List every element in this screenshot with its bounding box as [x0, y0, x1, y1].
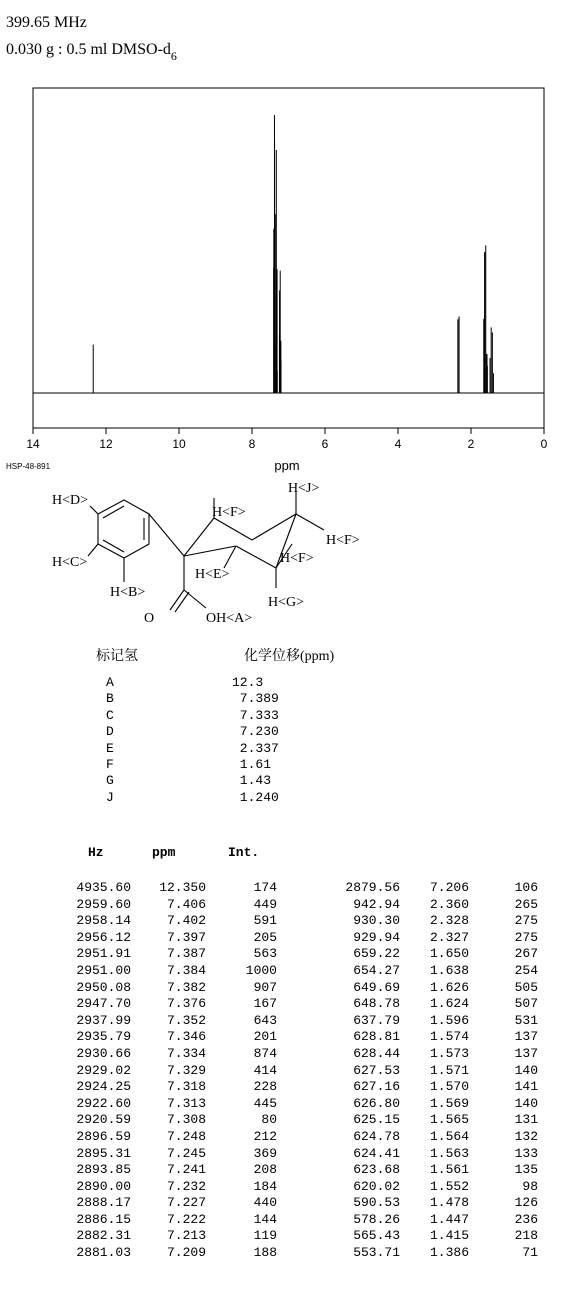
int-value: 80: [261, 1112, 277, 1128]
svg-text:OH<A>: [206, 611, 252, 626]
assignment-shift: 2.337: [232, 740, 279, 756]
int-value: 119: [253, 1228, 277, 1244]
peak-table-row: [0, 1195, 570, 1212]
int-value: 369: [253, 1145, 277, 1161]
ppm-value: 1.571: [429, 1062, 469, 1078]
int-value: 236: [514, 1211, 538, 1227]
ppm-value: 12.350: [159, 880, 206, 895]
int-value: 135: [514, 1162, 538, 1178]
int-value: 188: [253, 1245, 277, 1261]
ppm-value: 2.327: [429, 929, 469, 945]
peak-table-row: [0, 897, 570, 914]
header-hz: Hz: [88, 845, 104, 860]
hz-value: 649.69: [353, 979, 400, 995]
hz-value: 659.22: [353, 946, 400, 962]
peak-table-row: [0, 1162, 570, 1179]
int-value: 1000: [245, 962, 277, 978]
assignment-label: C: [106, 707, 114, 723]
hz-value: 628.44: [353, 1045, 400, 1061]
ppm-value: 7.402: [166, 913, 206, 929]
peak-table-row: [0, 1129, 570, 1146]
int-value: 137: [514, 1029, 538, 1045]
hz-value: 637.79: [353, 1012, 400, 1028]
assignment-label: D: [106, 724, 114, 740]
hz-value: 565.43: [353, 1228, 400, 1244]
plot-frame: [33, 88, 544, 428]
ppm-value: 7.387: [166, 946, 206, 962]
label-o: O: [144, 611, 155, 626]
peaks-layer: [93, 115, 493, 393]
ppm-value: 7.232: [166, 1178, 206, 1194]
hz-value: 2937.99: [76, 1012, 131, 1028]
ppm-value: 1.564: [429, 1128, 469, 1144]
peak-table-row: [0, 880, 570, 897]
int-value: 449: [253, 896, 277, 912]
svg-text:H<G>: [268, 595, 304, 610]
spectrum-code: HSP-48-891: [6, 462, 51, 471]
peak-table-row: [0, 946, 570, 963]
header-label: 标记氢: [96, 649, 138, 664]
ppm-value: 7.245: [166, 1145, 206, 1161]
ppm-value: 7.248: [166, 1128, 206, 1144]
assignment-shift: 7.389: [232, 691, 279, 707]
hz-value: 2882.31: [76, 1228, 131, 1244]
peak-table-row: [0, 1079, 570, 1096]
x-tick-label: 2: [467, 437, 475, 451]
x-tick-label: 12: [99, 437, 113, 451]
int-value: 201: [253, 1029, 277, 1045]
ppm-value: 2.360: [429, 896, 469, 912]
x-tick-label: 4: [394, 437, 402, 451]
x-tick-label: 0: [540, 437, 548, 451]
hz-value: 620.02: [353, 1178, 400, 1194]
hz-value: 623.68: [353, 1162, 400, 1178]
svg-text:H<F>: [212, 505, 246, 520]
ppm-value: 7.241: [166, 1162, 206, 1178]
peak-table-row: [0, 996, 570, 1013]
int-value: 132: [514, 1128, 538, 1144]
ppm-value: 1.447: [429, 1211, 469, 1227]
label-h-b: H<B>: [110, 585, 146, 600]
peak-table-row: [0, 1013, 570, 1030]
header-int: Int.: [228, 845, 260, 860]
assignment-shift: 1.43: [232, 773, 272, 789]
svg-text:H<J>: [288, 481, 319, 496]
int-value: 208: [253, 1162, 277, 1178]
svg-text:H<F>: [326, 533, 360, 548]
svg-text:H<B>: [110, 585, 145, 600]
int-value: 144: [253, 1211, 277, 1227]
hz-value: 2929.02: [76, 1062, 131, 1078]
peak-table-row: [0, 1046, 570, 1063]
sample-text: 0.030 g : 0.5 ml DMSO-d: [6, 41, 171, 58]
assignment-row: [106, 790, 346, 806]
hz-value: 2947.70: [76, 996, 131, 1012]
peak-table-row: [0, 1029, 570, 1046]
ppm-value: 1.570: [429, 1079, 469, 1095]
ppm-value: 1.563: [429, 1145, 469, 1161]
int-value: 167: [253, 996, 277, 1012]
ppm-value: 1.569: [429, 1095, 469, 1111]
int-value: 440: [253, 1195, 277, 1211]
assignment-shift: 1.240: [232, 789, 279, 805]
assignment-shift: 7.333: [232, 707, 279, 723]
ppm-value: 1.650: [429, 946, 469, 962]
hz-value: 553.71: [353, 1245, 400, 1261]
ppm-value: 7.313: [166, 1095, 206, 1111]
svg-text:H<F>: [280, 551, 314, 566]
assignment-label: G: [106, 773, 114, 789]
ppm-value: 7.406: [166, 896, 206, 912]
peak-table-row: [0, 963, 570, 980]
label-h-c: H<C>: [52, 555, 88, 570]
int-value: 184: [253, 1178, 277, 1194]
hz-value: 2886.15: [76, 1211, 131, 1227]
int-value: 874: [253, 1045, 277, 1061]
int-value: 71: [522, 1245, 538, 1261]
hz-value: 625.15: [353, 1112, 400, 1128]
assignment-row: [106, 773, 346, 789]
int-value: 414: [253, 1062, 277, 1078]
label-h-e: H<E>: [195, 567, 230, 582]
hz-value: 2888.17: [76, 1195, 131, 1211]
x-tick-label: 6: [321, 437, 329, 451]
peak-table-row: [0, 1245, 570, 1262]
peak-table-row: [0, 913, 570, 930]
hz-value: 2893.85: [76, 1162, 131, 1178]
int-value: 445: [253, 1095, 277, 1111]
int-value: 205: [253, 929, 277, 945]
ppm-value: 7.376: [166, 996, 206, 1012]
hz-value: 2881.03: [76, 1245, 131, 1261]
ppm-value: 7.227: [166, 1195, 206, 1211]
hz-value: 2924.25: [76, 1079, 131, 1095]
int-value: 643: [253, 1012, 277, 1028]
ppm-value: 1.638: [429, 962, 469, 978]
assignment-row: [106, 757, 346, 773]
ppm-value: 7.397: [166, 929, 206, 945]
hz-value: 626.80: [353, 1095, 400, 1111]
hz-value: 2895.31: [76, 1145, 131, 1161]
int-value: 126: [514, 1195, 538, 1211]
assignment-label: A: [106, 675, 114, 690]
hz-value: 627.16: [353, 1079, 400, 1095]
int-value: 275: [514, 929, 538, 945]
int-value: 531: [514, 1012, 538, 1028]
peak-table: [0, 880, 570, 1262]
assignment-shift: 7.230: [232, 724, 279, 740]
int-value: 140: [514, 1062, 538, 1078]
int-value: 106: [514, 880, 538, 895]
ppm-value: 7.206: [429, 880, 469, 895]
ppm-value: 7.352: [166, 1012, 206, 1028]
ppm-value: 7.213: [166, 1228, 206, 1244]
int-value: 228: [253, 1079, 277, 1095]
label-h-g: H<G>: [268, 595, 305, 610]
ppm-value: 1.478: [429, 1195, 469, 1211]
hz-value: 942.94: [353, 896, 400, 912]
int-value: 174: [253, 880, 277, 895]
hz-value: 2951.91: [76, 946, 131, 962]
hz-value: 2935.79: [76, 1029, 131, 1045]
peak-table-row: [0, 1063, 570, 1080]
hz-value: 2958.14: [76, 913, 131, 929]
nmr-spectrum-chart: [0, 80, 570, 480]
int-value: 275: [514, 913, 538, 929]
assignment-row: [106, 724, 346, 740]
peak-table-row: [0, 1146, 570, 1163]
int-value: 218: [514, 1228, 538, 1244]
hz-value: 578.26: [353, 1211, 400, 1227]
peak-table-row: [0, 980, 570, 997]
ppm-value: 1.386: [429, 1245, 469, 1261]
assignment-label: B: [106, 691, 114, 707]
hz-value: 628.81: [353, 1029, 400, 1045]
hz-value: 929.94: [353, 929, 400, 945]
label-h-f-3: H<F>: [280, 551, 314, 566]
header-ppm: ppm: [152, 845, 176, 860]
ppm-value: 7.209: [166, 1245, 206, 1261]
svg-text:O: [144, 611, 154, 626]
int-value: 907: [253, 979, 277, 995]
svg-text:H<D>: [52, 493, 88, 508]
label-h-d: H<D>: [52, 493, 89, 508]
int-value: 507: [514, 996, 538, 1012]
sample-conditions: [6, 41, 177, 64]
int-value: 131: [514, 1112, 538, 1128]
hz-value: 2890.00: [76, 1178, 131, 1194]
ppm-value: 1.626: [429, 979, 469, 995]
x-tick-label: 8: [248, 437, 256, 451]
hz-value: 2879.56: [345, 880, 400, 895]
peak-table-row: [0, 1228, 570, 1245]
hz-value: 627.53: [353, 1062, 400, 1078]
sample-subscript: 6: [170, 49, 177, 63]
ppm-value: 7.384: [166, 962, 206, 978]
hz-value: 2950.08: [76, 979, 131, 995]
peak-table-row: [0, 1096, 570, 1113]
label-h-j: H<J>: [288, 481, 320, 496]
int-value: 563: [253, 946, 277, 962]
hz-value: 624.78: [353, 1128, 400, 1144]
ppm-value: 1.573: [429, 1045, 469, 1061]
ppm-value: 1.574: [429, 1029, 469, 1045]
label-h-f-2: H<F>: [326, 533, 360, 548]
hz-value: 2959.60: [76, 896, 131, 912]
ppm-value: 7.308: [166, 1112, 206, 1128]
hz-value: 590.53: [353, 1195, 400, 1211]
hz-value: 648.78: [353, 996, 400, 1012]
assignment-label: E: [106, 740, 114, 756]
peak-table-row: [0, 1112, 570, 1129]
peak-table-row: [0, 930, 570, 947]
x-tick-label: 10: [172, 437, 186, 451]
assignment-shift: 12.3: [232, 675, 264, 690]
int-value: 141: [514, 1079, 538, 1095]
peak-table-row: [0, 1212, 570, 1229]
ppm-value: 1.415: [429, 1228, 469, 1244]
label-oh-a: OH<A>: [206, 611, 253, 626]
hz-value: 2920.59: [76, 1112, 131, 1128]
int-value: 591: [253, 913, 277, 929]
assignment-row: [106, 708, 346, 724]
hz-value: 930.30: [353, 913, 400, 929]
ppm-value: 1.624: [429, 996, 469, 1012]
int-value: 98: [522, 1178, 538, 1194]
hz-value: 2956.12: [76, 929, 131, 945]
hz-value: 2896.59: [76, 1128, 131, 1144]
int-value: 505: [514, 979, 538, 995]
assignment-label: J: [106, 789, 114, 805]
assignment-shift: 1.61: [232, 756, 272, 772]
spectrometer-frequency: 399.65 MHz: [6, 14, 87, 31]
int-value: 137: [514, 1045, 538, 1061]
ppm-value: 7.334: [166, 1045, 206, 1061]
int-value: 267: [514, 946, 538, 962]
ppm-value: 1.552: [429, 1178, 469, 1194]
assignment-row: [106, 675, 346, 691]
header-shift: 化学位移(ppm): [244, 649, 335, 664]
svg-text:H<C>: [52, 555, 87, 570]
int-value: 133: [514, 1145, 538, 1161]
assignment-label: F: [106, 756, 114, 772]
hz-value: 4935.60: [76, 880, 131, 895]
int-value: 140: [514, 1095, 538, 1111]
ppm-value: 7.318: [166, 1079, 206, 1095]
hz-value: 2930.66: [76, 1045, 131, 1061]
int-value: 265: [514, 896, 538, 912]
ppm-value: 7.382: [166, 979, 206, 995]
assignment-row: [106, 691, 346, 707]
ppm-value: 1.561: [429, 1162, 469, 1178]
ppm-value: 7.329: [166, 1062, 206, 1078]
label-h-f-1: H<F>: [212, 505, 246, 520]
ppm-value: 1.596: [429, 1012, 469, 1028]
hz-value: 2922.60: [76, 1095, 131, 1111]
ppm-value: 1.565: [429, 1112, 469, 1128]
x-axis-ticks: [26, 428, 547, 451]
int-value: 254: [514, 962, 538, 978]
hz-value: 2951.00: [76, 962, 131, 978]
svg-text:H<E>: [195, 567, 230, 582]
assignment-table: [106, 675, 346, 806]
hz-value: 654.27: [353, 962, 400, 978]
peak-table-row: [0, 1179, 570, 1196]
x-tick-label: 14: [26, 437, 40, 451]
molecule-structure: [40, 478, 380, 638]
ppm-value: 7.222: [166, 1211, 206, 1227]
ppm-value: 7.346: [166, 1029, 206, 1045]
int-value: 212: [253, 1128, 277, 1144]
assignment-row: [106, 741, 346, 757]
x-axis-label: ppm: [274, 458, 300, 473]
atom-labels: [52, 481, 360, 626]
hz-value: 624.41: [353, 1145, 400, 1161]
ppm-value: 2.328: [429, 913, 469, 929]
